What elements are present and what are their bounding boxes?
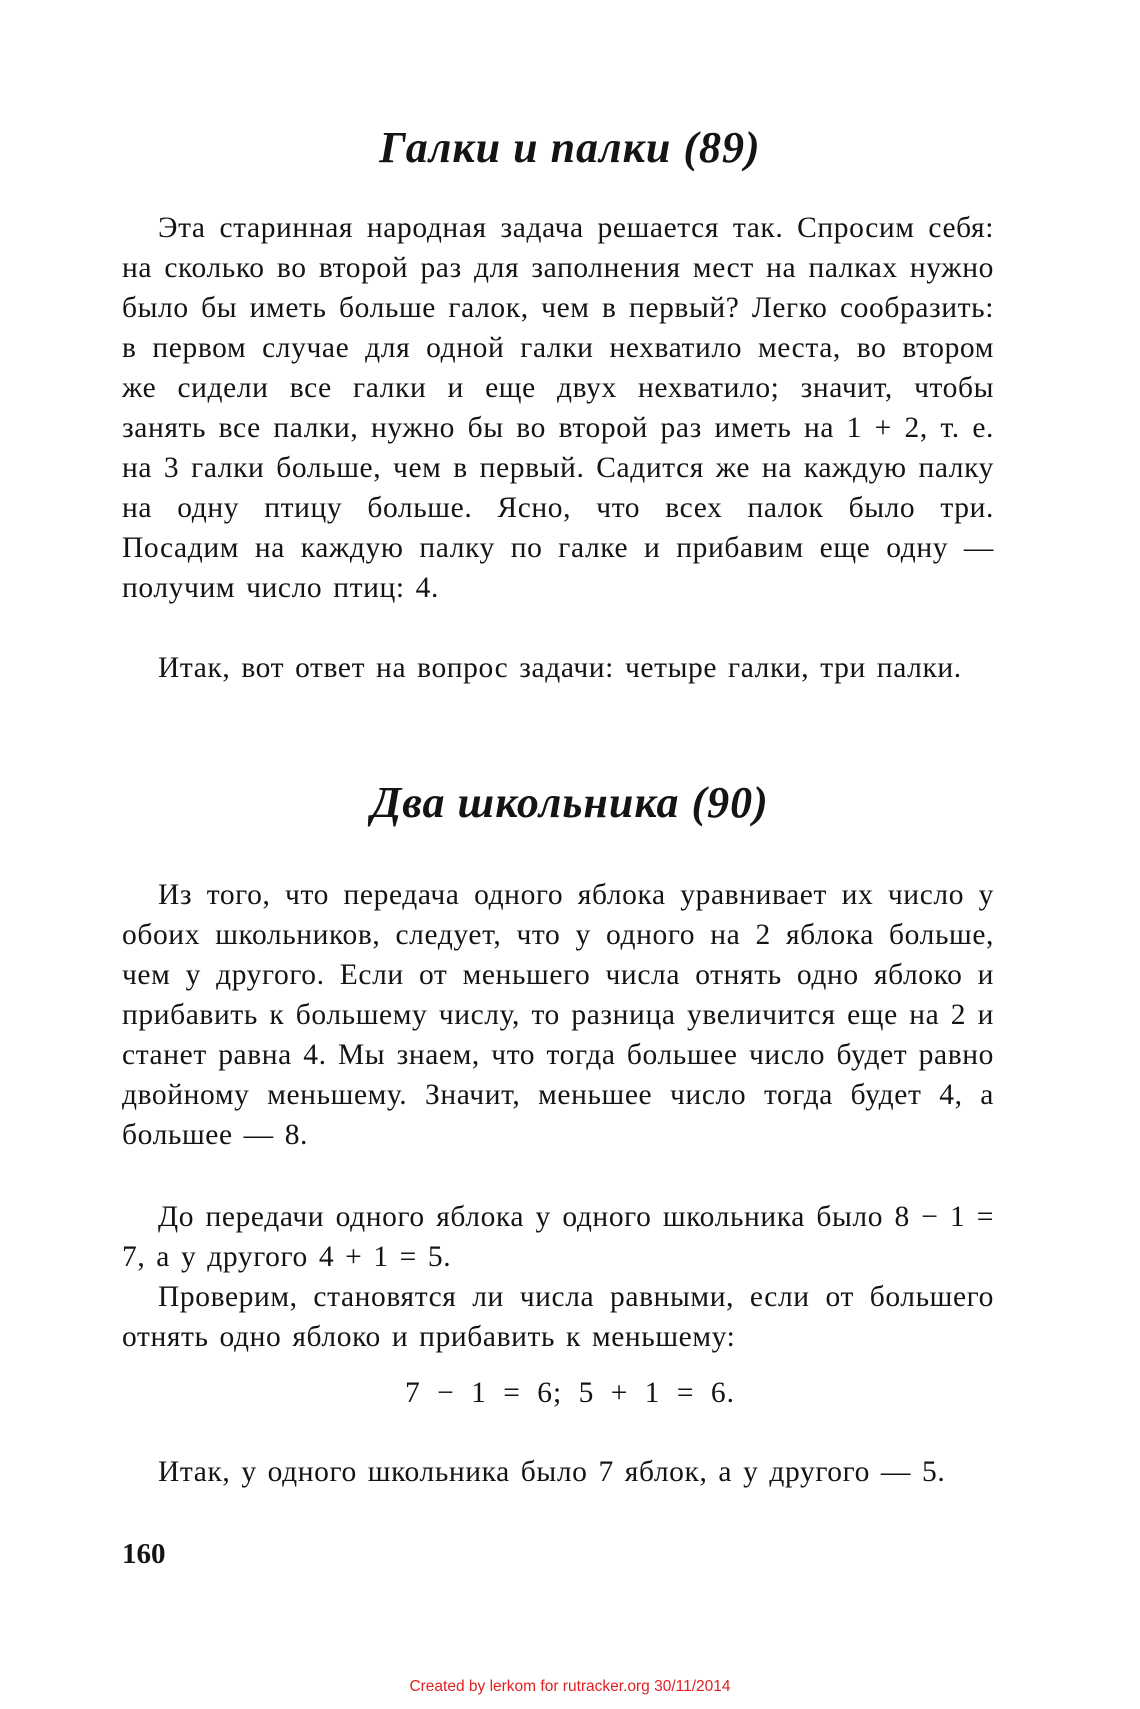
check-formula: 7 − 1 = 6; 5 + 1 = 6. <box>405 1377 735 1409</box>
paragraph-galki-solution: Эта старинная народная задача решается так. Спросим себя: на сколько во второй раз для заполнения мест на палках нужно было бы иметь больше галок, чем в первый? Легко сообразить: в первом случае для одной галки нехватило места, во втором же сидели все галки и еще двух нехватило; значит, чтобы занять все палки, нужно бы во второй раз иметь на 1 + 2, т. е. на 3 галки больше, чем в первый. Садится же на каждую палку на одну птицу больше. Ясно, что всех палок было три. Посадим на каждую палку по галке и прибавим еще одну — получим число птиц: 4. <box>122 212 994 604</box>
paragraph-shkolniki-before-transfer: До передачи одного яблока у одного школьника было 8 − 1 = 7, а у другого 4 + 1 = 5. <box>122 1201 994 1273</box>
paragraph-shkolniki-check: Проверим, становятся ли числа равными, если от большего отнять одно яблоко и прибавить к меньшему: <box>122 1281 994 1353</box>
paragraph-shkolniki-reasoning: Из того, что передача одного яблока уравнивает их число у обоих школьников, следует, что у одного на 2 яблока больше, чем у другого. Если от меньшего числа отнять одно яблоко и прибавить к большему числу, то разница увеличится еще на 2 и станет равна 4. Мы знаем, что тогда большее число будет равно двойному меньшему. Значит, меньшее число тогда будет 4, а большее — 8. <box>122 879 994 1151</box>
section-heading-galki: Галки и палки (89) <box>379 123 761 172</box>
page-number: 160 <box>122 1538 166 1570</box>
paragraph-galki-answer: Итак, вот ответ на вопрос задачи: четыре галки, три палки. <box>158 652 962 684</box>
watermark-text: Created by lerkom for rutracker.org 30/11/2014 <box>409 1678 731 1695</box>
section-heading-shkolniki: Два школьника (90) <box>371 778 769 827</box>
paragraph-shkolniki-conclusion: Итак, у одного школьника было 7 яблок, а у другого — 5. <box>158 1456 946 1488</box>
